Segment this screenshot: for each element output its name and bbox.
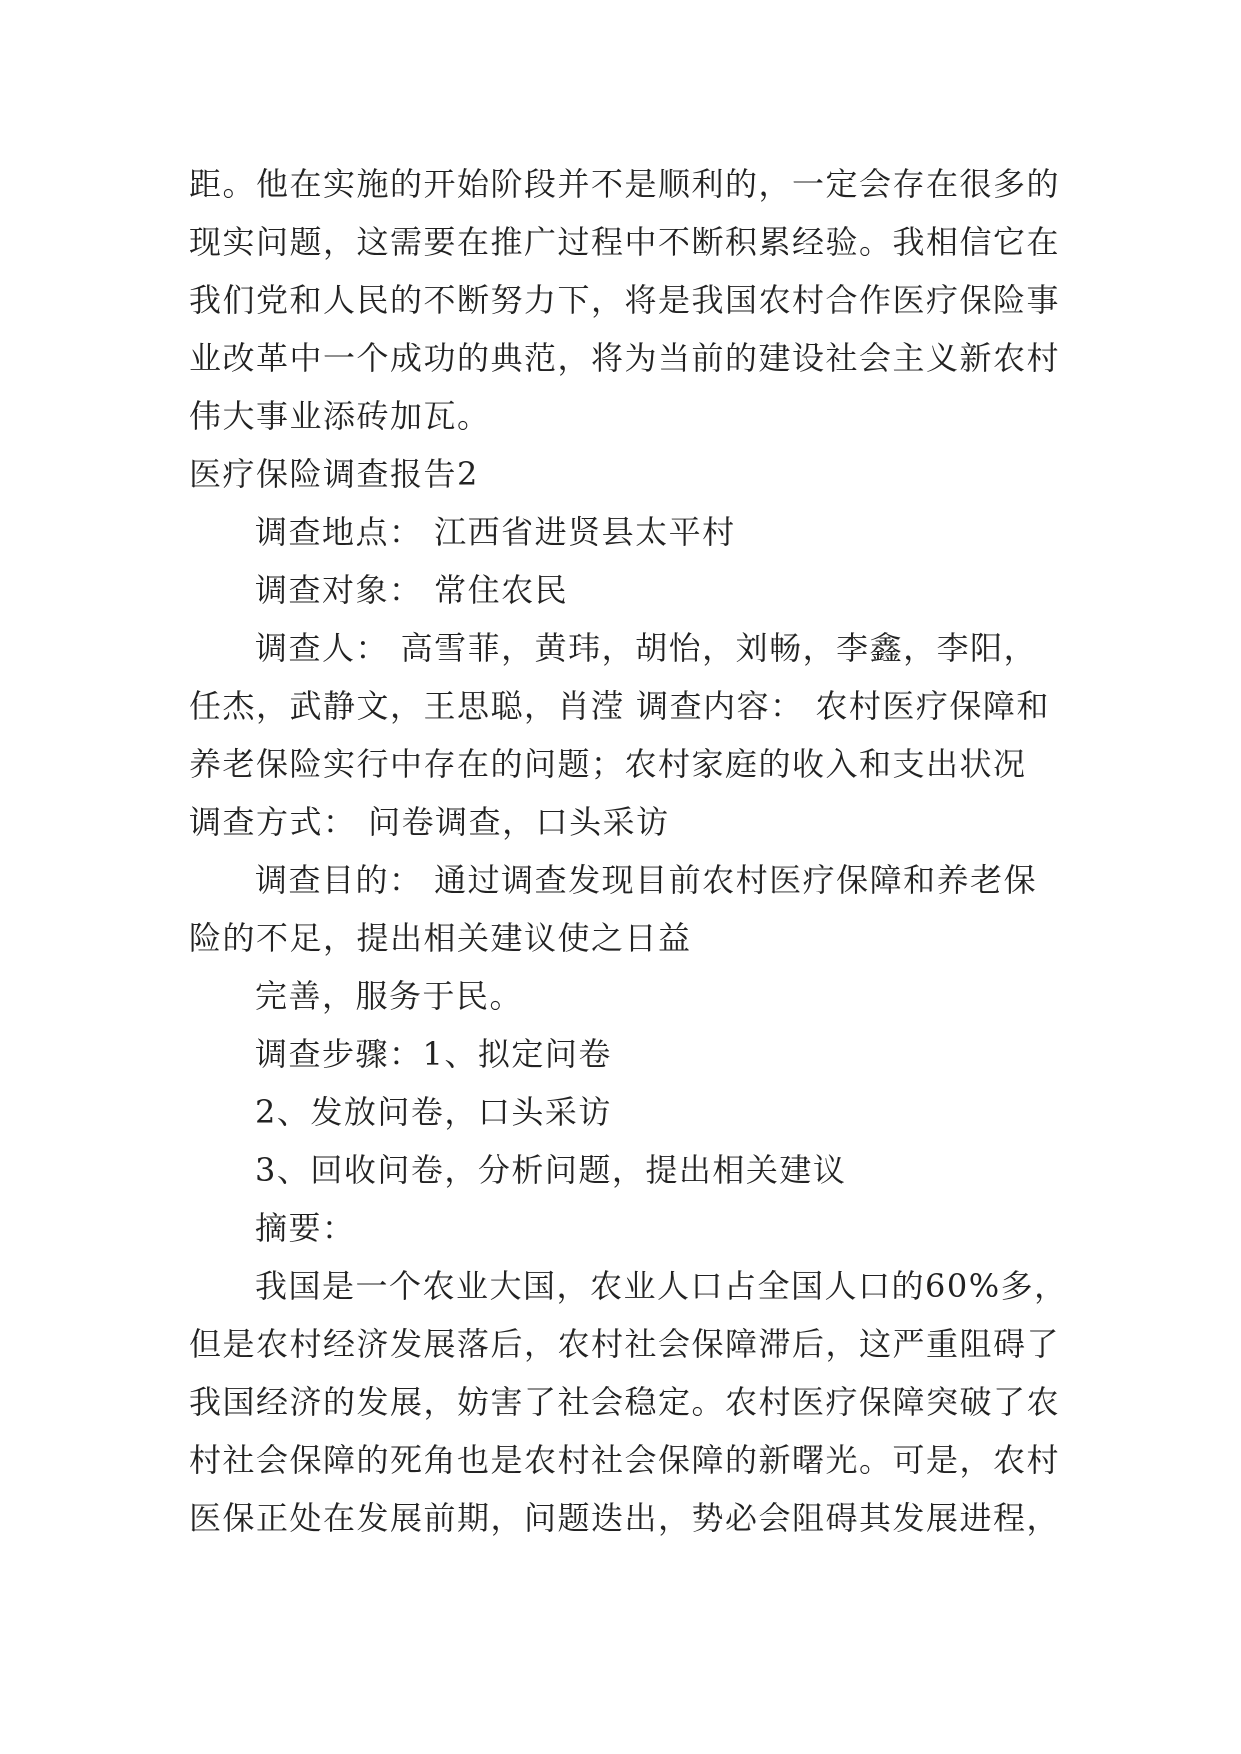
body-line: 养老保险实行中存在的问题；农村家庭的收入和支出状况 — [189, 745, 1027, 783]
body-line: 任杰，武静文，王思聪，肖滢 调查内容： 农村医疗保障和 — [189, 687, 1050, 725]
body-line: 伟大事业添砖加瓦。 — [189, 397, 491, 435]
body-line: 村社会保障的死角也是农村社会保障的新曙光。可是，农村 — [189, 1441, 1061, 1479]
survey-step: 调查步骤：1、拟定问卷 — [255, 1035, 612, 1073]
survey-location: 调查地点： 江西省进贤县太平村 — [255, 513, 736, 551]
body-line: 我国经济的发展，妨害了社会稳定。农村医疗保障突破了农 — [189, 1383, 1061, 1421]
survey-method: 调查方式： 问卷调查，口头采访 — [189, 803, 670, 841]
survey-team: 调查人： 高雪菲，黄玮，胡怡，刘畅，李鑫，李阳， — [255, 629, 1038, 667]
body-line: 医保正处在发展前期，问题迭出，势必会阻碍其发展进程， — [189, 1499, 1061, 1537]
survey-step: 3、回收问卷，分析问题，提出相关建议 — [255, 1151, 847, 1189]
survey-purpose: 调查目的： 通过调查发现目前农村医疗保障和养老保 — [255, 861, 1038, 899]
body-line: 距。他在实施的开始阶段并不是顺利的，一定会存在很多的 — [189, 165, 1061, 203]
survey-step: 2、发放问卷，口头采访 — [255, 1093, 612, 1131]
body-line: 但是农村经济发展落后，农村社会保障滞后，这严重阻碍了 — [189, 1325, 1061, 1363]
body-line: 现实问题，这需要在推广过程中不断积累经验。我相信它在 — [189, 223, 1061, 261]
body-line: 我们党和人民的不断努力下，将是我国农村合作医疗保险事 — [189, 281, 1061, 319]
section-heading: 医疗保险调查报告2 — [189, 455, 479, 493]
body-line: 完善，服务于民。 — [255, 977, 524, 1015]
body-line: 险的不足，提出相关建议使之日益 — [189, 919, 692, 957]
body-line: 我国是一个农业大国，农业人口占全国人口的60%多， — [255, 1267, 1068, 1305]
body-line: 业改革中一个成功的典范，将为当前的建设社会主义新农村 — [189, 339, 1061, 377]
abstract-heading: 摘要： — [255, 1209, 356, 1247]
survey-subject: 调查对象： 常住农民 — [255, 571, 569, 609]
